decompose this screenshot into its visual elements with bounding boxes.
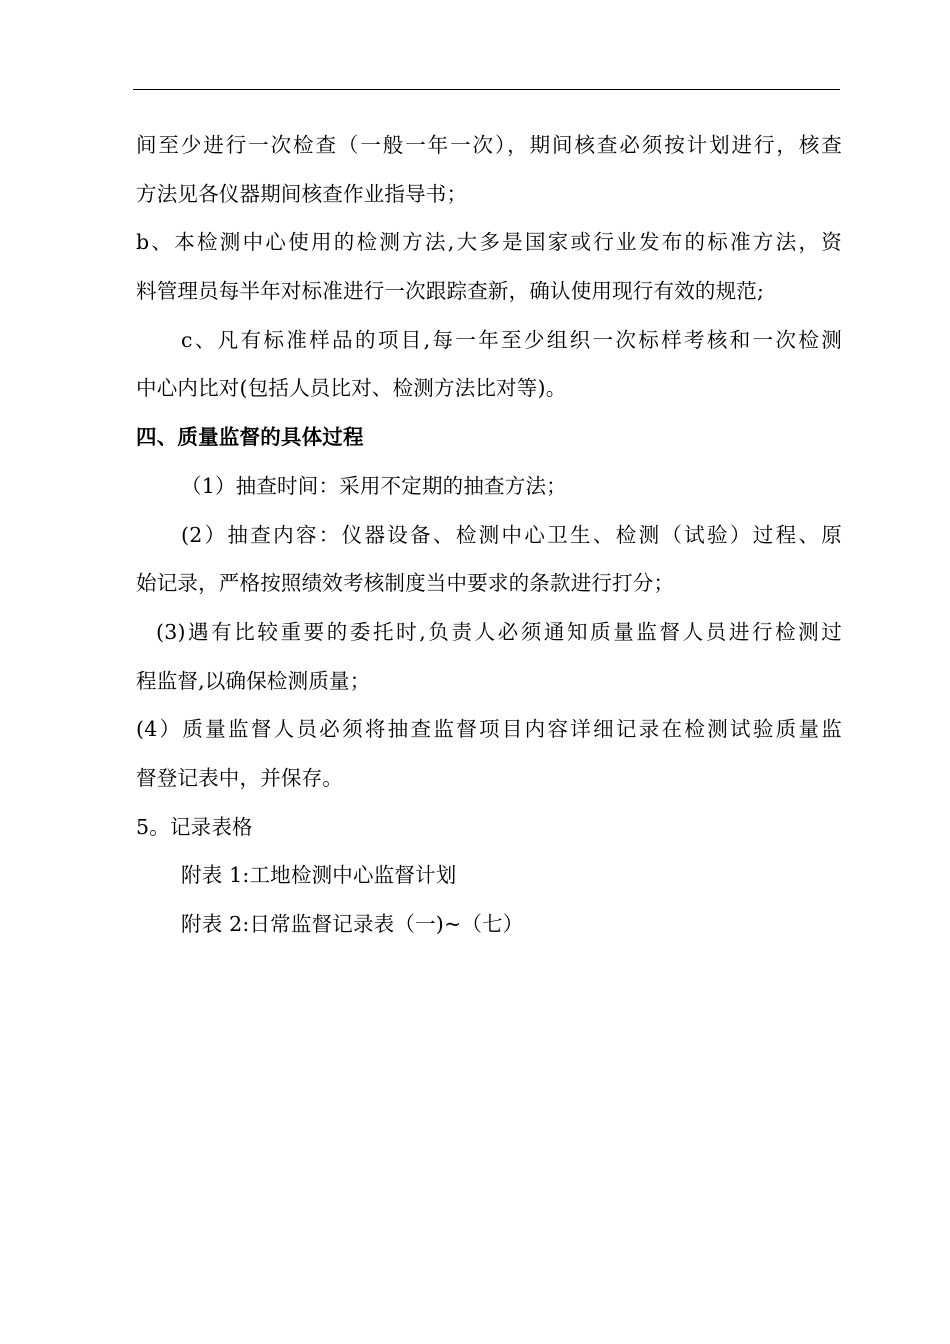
list-item: (3)遇有比较重要的委托时,负责人必须通知质量监督人员进行检测过 bbox=[156, 619, 842, 644]
list-item: (4）质量监督人员必须将抽查监督项目内容详细记录在检测试验质量监 bbox=[136, 717, 842, 742]
section-label: 5。记录表格 bbox=[136, 814, 253, 839]
document-body bbox=[136, 121, 842, 949]
list-item: （1）抽查时间：采用不定期的抽查方法； bbox=[181, 473, 567, 498]
list-item: (2）抽查内容：仪器设备、检测中心卫生、检测（试验）过程、原 bbox=[181, 522, 842, 547]
paragraph-line: 中心内比对(包括人员比对、检测方法比对等)。 bbox=[136, 376, 567, 401]
paragraph-line: 间至少进行一次检查（一般一年一次），期间核查必须按计划进行，核查 bbox=[136, 133, 842, 157]
paragraph-line: 料管理员每半年对标准进行一次跟踪查新，确认使用现行有效的规范; bbox=[136, 279, 765, 304]
appendix-item: 附表 1:工地检测中心监督计划 bbox=[181, 863, 457, 888]
paragraph-line: 方法见各仪器期间核查作业指导书； bbox=[136, 181, 468, 206]
section-heading: 四、质量监督的具体过程 bbox=[136, 425, 364, 450]
appendix-item: 附表 2:日常监督记录表（一)~（七） bbox=[181, 912, 524, 936]
paragraph-line: 督登记表中，并保存。 bbox=[136, 765, 343, 790]
paragraph-line: 始记录，严格按照绩效考核制度当中要求的条款进行打分； bbox=[136, 571, 675, 596]
paragraph-line: b、本检测中心使用的检测方法,大多是国家或行业发布的标准方法，资 bbox=[136, 230, 842, 255]
paragraph-line: c、凡有标准样品的项目,每一年至少组织一次标样考核和一次检测 bbox=[181, 327, 842, 352]
paragraph-line: 程监督,以确保检测质量； bbox=[136, 668, 371, 693]
header-rule bbox=[133, 89, 840, 90]
